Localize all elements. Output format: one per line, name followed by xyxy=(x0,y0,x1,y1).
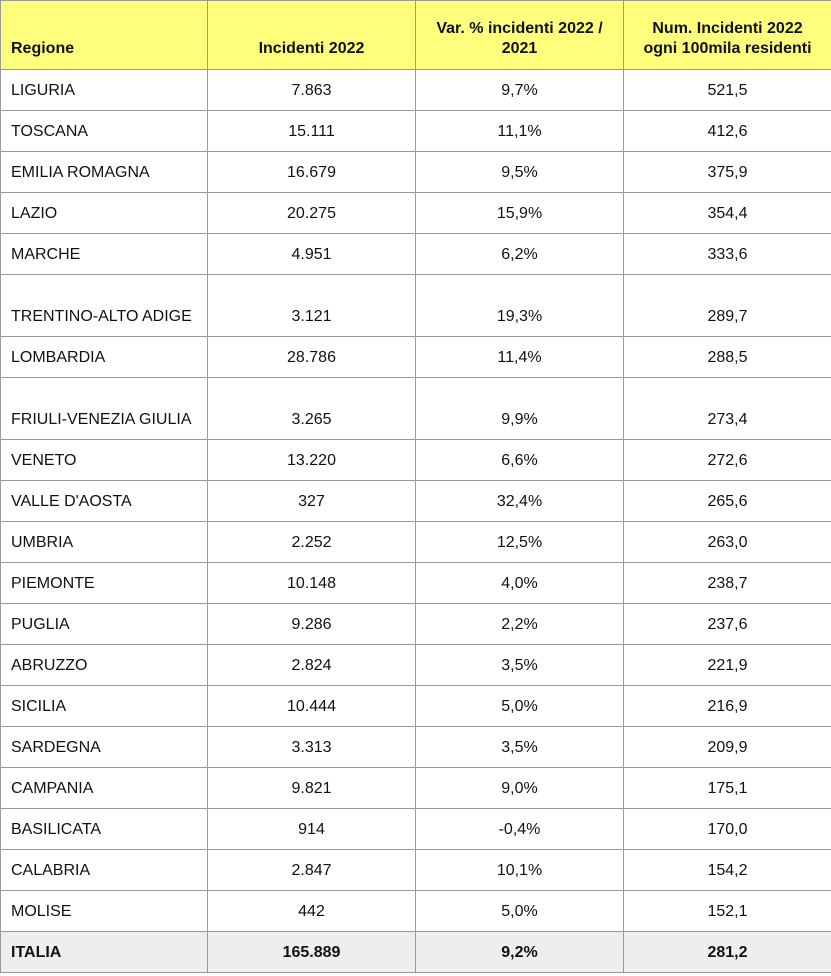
cell-regione: BASILICATA xyxy=(1,809,208,850)
cell-incidenti: 16.679 xyxy=(208,152,416,193)
cell-variazione: 11,1% xyxy=(416,111,624,152)
total-incidenti: 165.889 xyxy=(208,932,416,973)
cell-per100k: 263,0 xyxy=(624,522,831,563)
cell-per100k: 238,7 xyxy=(624,563,831,604)
table-body xyxy=(1,70,831,973)
table-row xyxy=(1,645,831,686)
cell-regione: TOSCANA xyxy=(1,111,208,152)
cell-regione: PUGLIA xyxy=(1,604,208,645)
total-per100k: 281,2 xyxy=(624,932,831,973)
cell-incidenti: 327 xyxy=(208,481,416,522)
table-row xyxy=(1,234,831,275)
cell-per100k: 175,1 xyxy=(624,768,831,809)
cell-regione: ABRUZZO xyxy=(1,645,208,686)
cell-per100k: 216,9 xyxy=(624,686,831,727)
cell-per100k: 265,6 xyxy=(624,481,831,522)
header-incidenti: Incidenti 2022 xyxy=(208,1,416,70)
table-row xyxy=(1,686,831,727)
header-regione: Regione xyxy=(1,1,208,70)
cell-per100k: 209,9 xyxy=(624,727,831,768)
cell-per100k: 333,6 xyxy=(624,234,831,275)
table-row xyxy=(1,891,831,932)
cell-regione: LIGURIA xyxy=(1,70,208,111)
cell-incidenti: 2.824 xyxy=(208,645,416,686)
cell-per100k: 272,6 xyxy=(624,440,831,481)
cell-incidenti: 7.863 xyxy=(208,70,416,111)
cell-regione: CALABRIA xyxy=(1,850,208,891)
cell-variazione: 6,6% xyxy=(416,440,624,481)
cell-variazione: 19,3% xyxy=(416,275,624,337)
cell-variazione: 32,4% xyxy=(416,481,624,522)
table-row xyxy=(1,727,831,768)
cell-regione: UMBRIA xyxy=(1,522,208,563)
table-row xyxy=(1,604,831,645)
cell-variazione: 5,0% xyxy=(416,891,624,932)
cell-per100k: 288,5 xyxy=(624,337,831,378)
cell-incidenti: 442 xyxy=(208,891,416,932)
cell-regione: MARCHE xyxy=(1,234,208,275)
table-row xyxy=(1,522,831,563)
cell-per100k: 521,5 xyxy=(624,70,831,111)
cell-per100k: 170,0 xyxy=(624,809,831,850)
table-row xyxy=(1,193,831,234)
table-row xyxy=(1,768,831,809)
cell-regione: LAZIO xyxy=(1,193,208,234)
cell-variazione: -0,4% xyxy=(416,809,624,850)
cell-variazione: 5,0% xyxy=(416,686,624,727)
table-row xyxy=(1,563,831,604)
cell-per100k: 152,1 xyxy=(624,891,831,932)
cell-per100k: 221,9 xyxy=(624,645,831,686)
cell-per100k: 412,6 xyxy=(624,111,831,152)
table-row xyxy=(1,152,831,193)
table-row xyxy=(1,481,831,522)
cell-per100k: 237,6 xyxy=(624,604,831,645)
cell-regione: LOMBARDIA xyxy=(1,337,208,378)
header-per100k xyxy=(624,1,831,70)
cell-regione: CAMPANIA xyxy=(1,768,208,809)
cell-variazione: 9,0% xyxy=(416,768,624,809)
header-variazione-line2: 2021 xyxy=(501,40,538,57)
total-row xyxy=(1,932,831,973)
cell-regione: VALLE D'AOSTA xyxy=(1,481,208,522)
cell-variazione: 9,9% xyxy=(416,378,624,440)
cell-per100k: 273,4 xyxy=(624,378,831,440)
table-row xyxy=(1,809,831,850)
cell-regione: VENETO xyxy=(1,440,208,481)
header-variazione-line1: Var. % incidenti 2022 / xyxy=(436,20,603,37)
header-variazione xyxy=(416,1,624,70)
cell-regione: EMILIA ROMAGNA xyxy=(1,152,208,193)
cell-incidenti: 3.313 xyxy=(208,727,416,768)
cell-incidenti: 9.821 xyxy=(208,768,416,809)
cell-variazione: 6,2% xyxy=(416,234,624,275)
cell-incidenti: 3.121 xyxy=(208,275,416,337)
cell-incidenti: 2.252 xyxy=(208,522,416,563)
cell-variazione: 12,5% xyxy=(416,522,624,563)
cell-incidenti: 20.275 xyxy=(208,193,416,234)
cell-per100k: 289,7 xyxy=(624,275,831,337)
cell-incidenti: 10.444 xyxy=(208,686,416,727)
cell-variazione: 3,5% xyxy=(416,727,624,768)
cell-incidenti: 2.847 xyxy=(208,850,416,891)
cell-incidenti: 15.111 xyxy=(208,111,416,152)
header-row xyxy=(1,1,831,70)
cell-incidenti: 3.265 xyxy=(208,378,416,440)
table-row xyxy=(1,440,831,481)
cell-incidenti: 28.786 xyxy=(208,337,416,378)
total-variazione: 9,2% xyxy=(416,932,624,973)
cell-per100k: 154,2 xyxy=(624,850,831,891)
cell-variazione: 11,4% xyxy=(416,337,624,378)
cell-variazione: 4,0% xyxy=(416,563,624,604)
cell-variazione: 9,5% xyxy=(416,152,624,193)
table-row xyxy=(1,850,831,891)
cell-regione: MOLISE xyxy=(1,891,208,932)
cell-variazione: 2,2% xyxy=(416,604,624,645)
table-row xyxy=(1,378,831,440)
cell-variazione: 10,1% xyxy=(416,850,624,891)
cell-regione: TRENTINO-ALTO ADIGE xyxy=(1,275,208,337)
cell-regione: FRIULI-VENEZIA GIULIA xyxy=(1,378,208,440)
cell-incidenti: 10.148 xyxy=(208,563,416,604)
cell-regione: PIEMONTE xyxy=(1,563,208,604)
cell-per100k: 354,4 xyxy=(624,193,831,234)
cell-regione: SICILIA xyxy=(1,686,208,727)
cell-incidenti: 4.951 xyxy=(208,234,416,275)
header-per100k-line2: ogni 100mila residenti xyxy=(643,40,812,57)
cell-variazione: 15,9% xyxy=(416,193,624,234)
header-per100k-line1: Num. Incidenti 2022 xyxy=(652,20,803,37)
table-row xyxy=(1,337,831,378)
cell-variazione: 9,7% xyxy=(416,70,624,111)
cell-incidenti: 9.286 xyxy=(208,604,416,645)
cell-variazione: 3,5% xyxy=(416,645,624,686)
cell-incidenti: 914 xyxy=(208,809,416,850)
table-row xyxy=(1,111,831,152)
cell-regione: SARDEGNA xyxy=(1,727,208,768)
total-regione: ITALIA xyxy=(1,932,208,973)
cell-per100k: 375,9 xyxy=(624,152,831,193)
table-row xyxy=(1,70,831,111)
cell-incidenti: 13.220 xyxy=(208,440,416,481)
table-row xyxy=(1,275,831,337)
